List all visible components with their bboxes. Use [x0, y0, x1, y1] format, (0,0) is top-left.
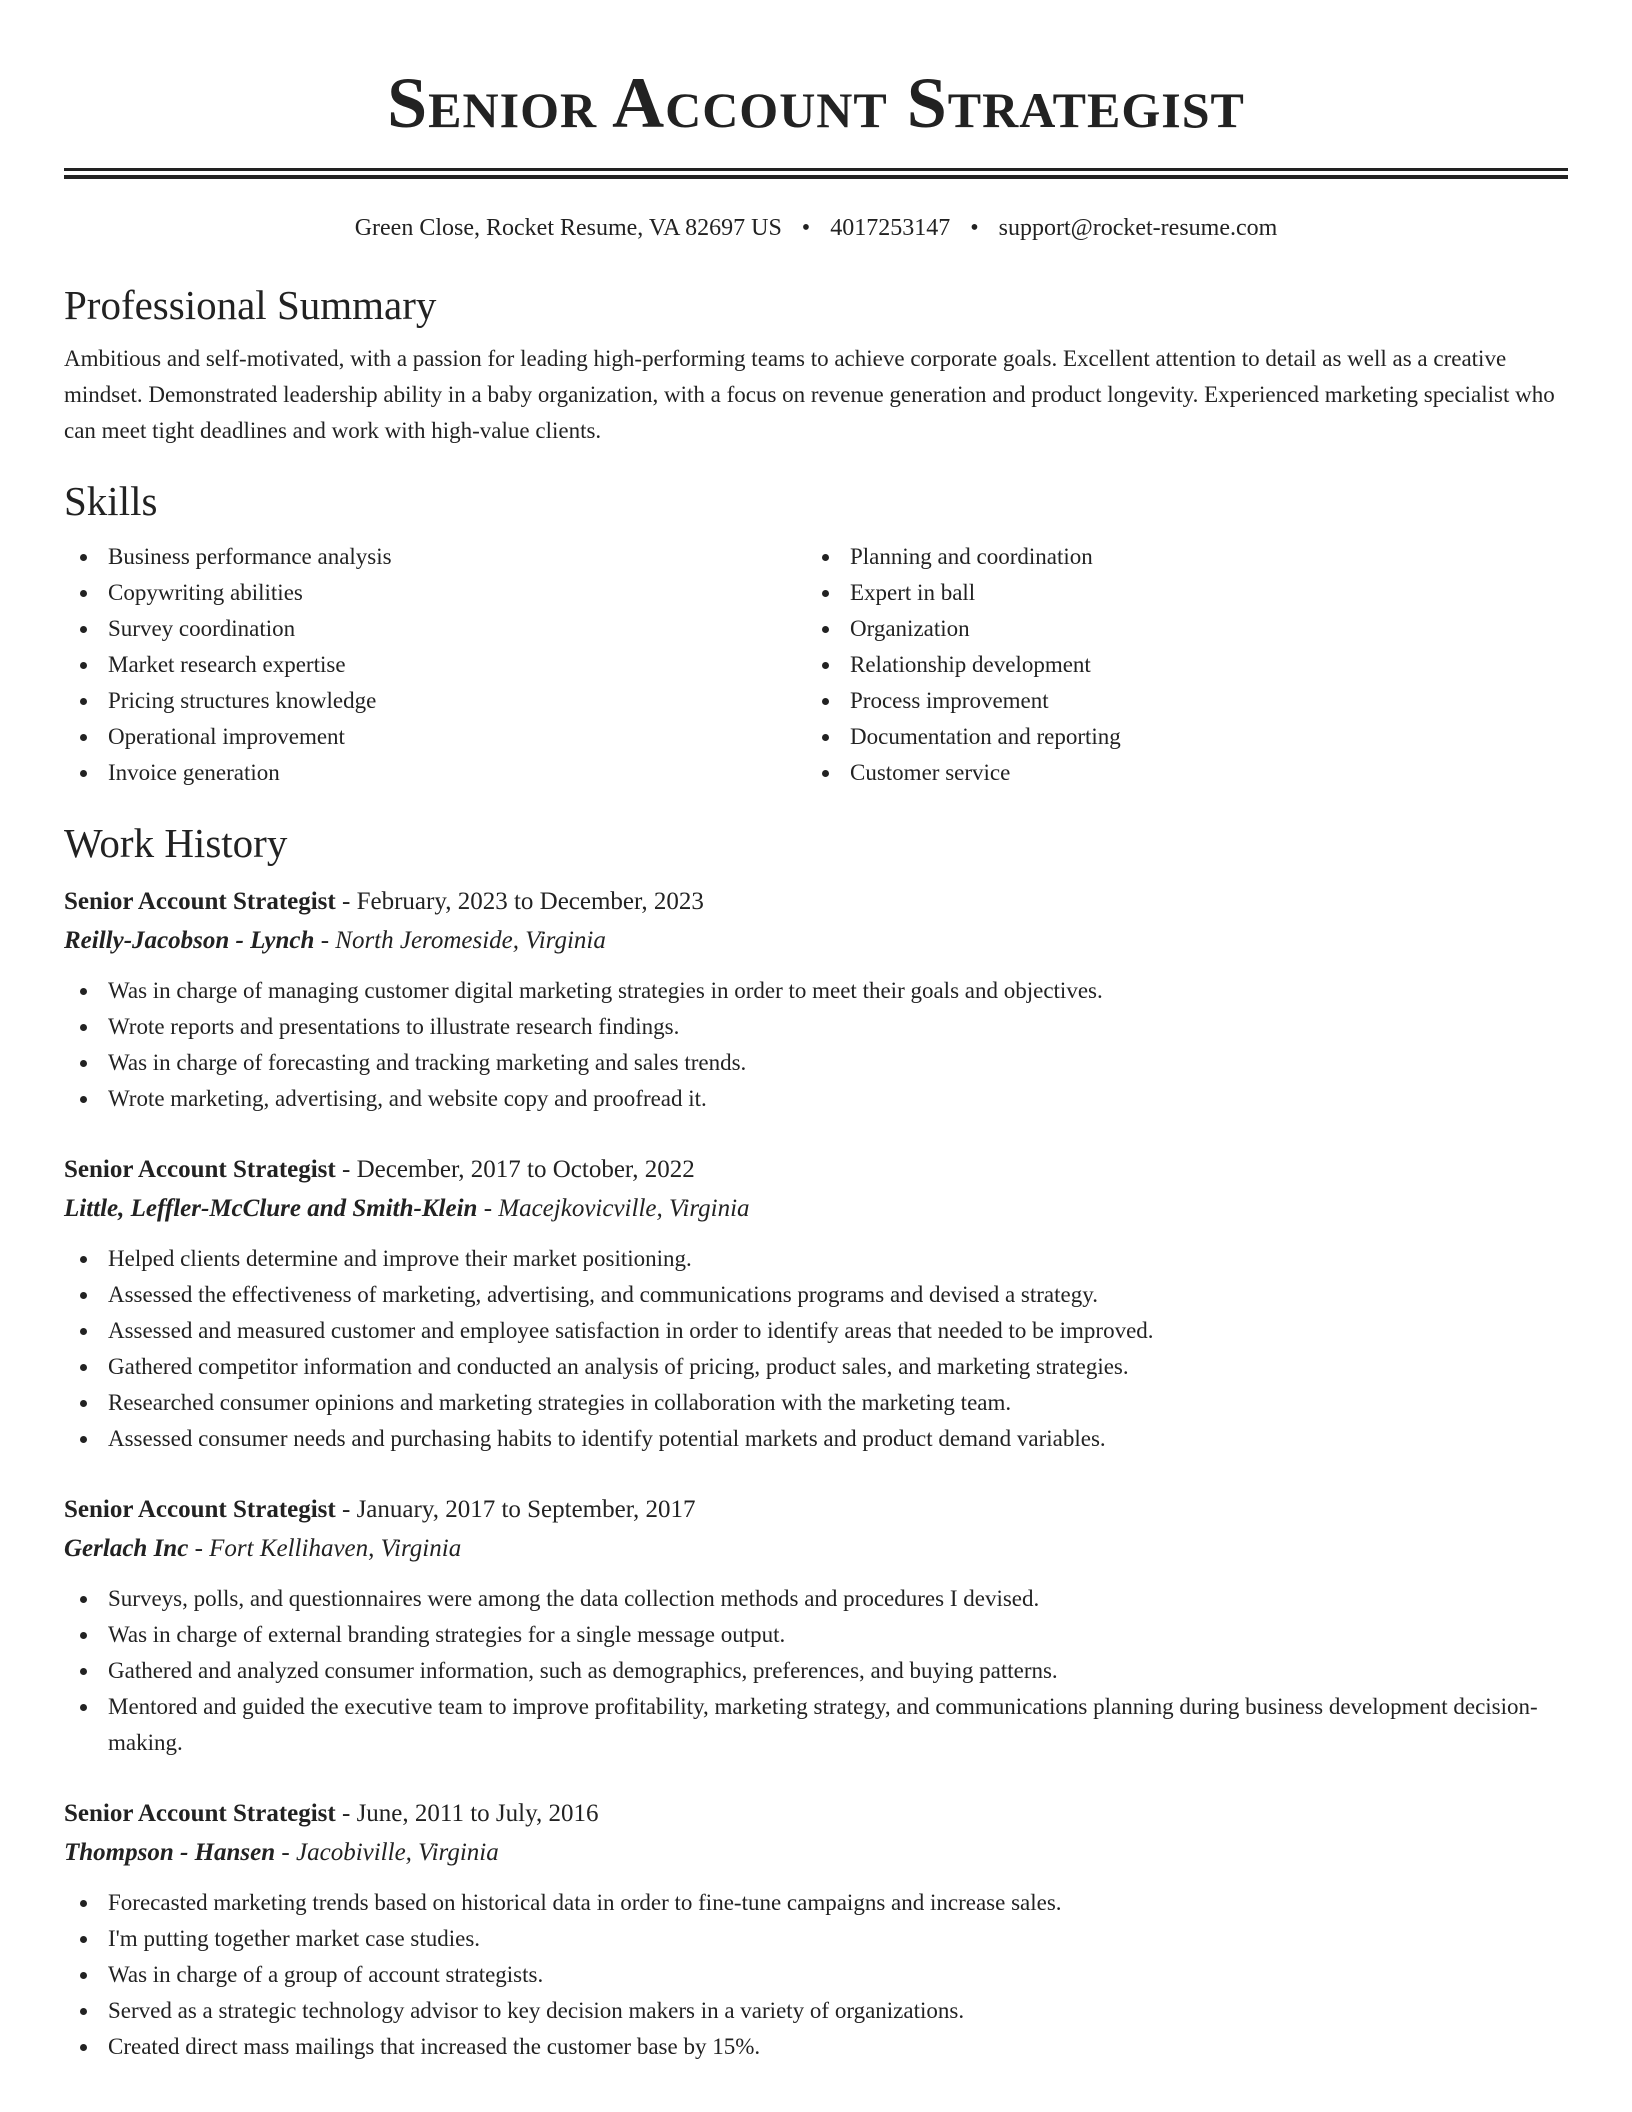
bullet-icon	[80, 988, 87, 995]
job-bullet	[64, 1421, 1568, 1457]
job-bullet-text: Gathered and analyzed consumer information, such as demographics, preferences, and buying patterns.	[108, 1658, 1058, 1683]
skill-label: Survey coordination	[108, 616, 296, 641]
skill-label: Documentation and reporting	[850, 724, 1121, 749]
job-bullet-text: Researched consumer opinions and marketing strategies in collaboration with the marketing team.	[108, 1390, 1012, 1415]
job-bullet-text: Surveys, polls, and questionnaires were among the data collection methods and procedures I devised.	[108, 1586, 1040, 1611]
job-bullet-text: Assessed the effectiveness of marketing, advertising, and communications programs and devised a strategy.	[108, 1282, 1098, 1307]
job-bullet-text: Created direct mass mailings that increased the customer base by 15%.	[108, 2034, 761, 2059]
job-company: Gerlach Inc	[64, 1535, 189, 1562]
skill-item	[806, 575, 1548, 611]
resume-page	[64, 0, 1568, 2065]
job-bullet-text: Wrote marketing, advertising, and website copy and proofread it.	[108, 1086, 707, 1111]
bullet-icon	[80, 1972, 87, 1979]
job-title-line	[64, 883, 1568, 921]
skill-label: Process improvement	[850, 688, 1049, 713]
job-company-line	[64, 921, 1568, 961]
bullet-icon	[822, 554, 829, 561]
job-bullet	[64, 1385, 1568, 1421]
job-location: - Macejkovicville, Virginia	[477, 1195, 750, 1222]
bullet-icon	[80, 1632, 87, 1639]
skill-item	[64, 575, 806, 611]
job-bullet	[64, 1349, 1568, 1385]
job-bullet-list	[64, 1581, 1568, 1761]
job-bullet-text: Was in charge of external branding strategies for a single message output.	[108, 1622, 786, 1647]
contact-phone: 4017253147	[830, 215, 951, 241]
skill-label: Invoice generation	[108, 760, 280, 785]
skill-label: Relationship development	[850, 652, 1091, 677]
resume-name: Senior Account Strategist	[387, 63, 1245, 143]
skill-item	[64, 683, 806, 719]
job-location: - Jacobiville, Virginia	[275, 1839, 499, 1866]
job-bullet-list	[64, 973, 1568, 1117]
job-bullet	[64, 973, 1568, 1009]
skills-column-left	[64, 539, 806, 791]
job-bullet-list	[64, 1885, 1568, 2065]
job-bullet-text: Assessed and measured customer and employee satisfaction in order to identify areas that needed to be improved.	[108, 1318, 1154, 1343]
bullet-icon	[80, 1400, 87, 1407]
contact-address: Green Close, Rocket Resume, VA 82697 US	[354, 215, 782, 241]
summary-text: Ambitious and self-motivated, with a passion for leading high-performing teams to achieve corporate goals. Excellent attention to detail as well as a creative mindset. Demonstrated leadership ability in a baby organization, with a focus on revenue generation and product longevity. Experienced marketing specialist who can meet tight deadlines and work with high-value clients.	[64, 346, 1555, 443]
job-bullet	[64, 1009, 1568, 1045]
skill-item	[806, 611, 1548, 647]
bullet-icon	[80, 1704, 87, 1711]
work-history-list	[64, 883, 1568, 2065]
bullet-icon	[80, 1936, 87, 1943]
job-dates: - January, 2017 to September, 2017	[335, 1496, 696, 1523]
skill-label: Copywriting abilities	[108, 580, 303, 605]
bullet-icon	[80, 1292, 87, 1299]
skill-label: Expert in ball	[850, 580, 976, 605]
bullet-icon	[80, 698, 87, 705]
bullet-icon	[80, 1024, 87, 1031]
job-bullet-list	[64, 1241, 1568, 1457]
job-bullet-text: Was in charge of forecasting and tracking marketing and sales trends.	[108, 1050, 747, 1075]
job-dates: - February, 2023 to December, 2023	[335, 888, 704, 915]
job-company: Little, Leffler-McClure and Smith-Klein	[64, 1195, 478, 1222]
job-entry	[64, 1151, 1568, 1457]
bullet-icon	[80, 1096, 87, 1103]
job-company-line	[64, 1529, 1568, 1569]
contact-separator: •	[970, 215, 979, 241]
skills-column-right	[806, 539, 1548, 791]
job-dates: - June, 2011 to July, 2016	[335, 1800, 599, 1827]
skill-item	[64, 647, 806, 683]
bullet-icon	[822, 770, 829, 777]
job-company: Thompson - Hansen	[64, 1839, 276, 1866]
bullet-icon	[80, 626, 87, 633]
skill-item	[806, 683, 1548, 719]
job-title-line	[64, 1491, 1568, 1529]
bullet-icon	[80, 1328, 87, 1335]
skill-label: Organization	[850, 616, 970, 641]
job-bullet	[64, 1957, 1568, 1993]
job-bullet	[64, 1653, 1568, 1689]
bullet-icon	[80, 662, 87, 669]
job-bullet	[64, 2029, 1568, 2065]
job-bullet	[64, 1081, 1568, 1117]
job-bullet-text: Mentored and guided the executive team to improve profitability, marketing strategy, and communications planning during business development decision-making.	[108, 1694, 1538, 1755]
skill-item	[806, 539, 1548, 575]
contact-separator: •	[801, 215, 811, 241]
bullet-icon	[80, 1596, 87, 1603]
bullet-icon	[80, 1256, 87, 1263]
job-bullet-text: I'm putting together market case studies.	[108, 1926, 481, 1951]
bullet-icon	[822, 698, 829, 705]
job-company-line	[64, 1833, 1568, 1873]
skill-item	[806, 719, 1548, 755]
skill-label: Pricing structures knowledge	[108, 688, 377, 713]
skill-label: Customer service	[850, 760, 1011, 785]
bullet-icon	[80, 1364, 87, 1371]
job-bullet	[64, 1313, 1568, 1349]
job-bullet	[64, 1581, 1568, 1617]
job-bullet-text: Wrote reports and presentations to illustrate research findings.	[108, 1014, 680, 1039]
bullet-icon	[80, 590, 87, 597]
job-bullet-text: Was in charge of managing customer digital marketing strategies in order to meet their goals and objectives.	[108, 978, 1103, 1003]
bullet-icon	[80, 1900, 87, 1907]
job-location: - Fort Kellihaven, Virginia	[188, 1535, 462, 1562]
header-divider	[64, 168, 1568, 179]
skill-item	[806, 755, 1548, 791]
job-role: Senior Account Strategist	[64, 888, 336, 915]
bullet-icon	[80, 2044, 87, 2051]
bullet-icon	[822, 626, 829, 633]
bullet-icon	[80, 1436, 87, 1443]
job-entry	[64, 1491, 1568, 1761]
job-title-line	[64, 1151, 1568, 1189]
bullet-icon	[80, 1668, 87, 1675]
work-history-heading: Work History	[64, 820, 288, 866]
job-bullet	[64, 1885, 1568, 1921]
job-bullet	[64, 1993, 1568, 2029]
job-bullet	[64, 1045, 1568, 1081]
contact-email: support@rocket-resume.com	[998, 215, 1278, 241]
job-bullet	[64, 1617, 1568, 1653]
job-company: Reilly-Jacobson - Lynch	[64, 927, 315, 954]
job-bullet-text: Helped clients determine and improve their market positioning.	[108, 1246, 692, 1271]
bullet-icon	[80, 1060, 87, 1067]
job-entry	[64, 883, 1568, 1117]
bullet-icon	[80, 2008, 87, 2015]
job-bullet-text: Gathered competitor information and conducted an analysis of pricing, product sales, and marketing strategies.	[108, 1354, 1129, 1379]
job-role: Senior Account Strategist	[64, 1156, 336, 1183]
skill-label: Business performance analysis	[108, 544, 392, 569]
job-role: Senior Account Strategist	[64, 1496, 336, 1523]
bullet-icon	[822, 734, 829, 741]
bullet-icon	[822, 590, 829, 597]
job-role: Senior Account Strategist	[64, 1800, 336, 1827]
job-bullet-text: Forecasted marketing trends based on historical data in order to fine-tune campaigns and increase sales.	[108, 1890, 1062, 1915]
skill-label: Market research expertise	[108, 652, 346, 677]
summary-heading: Professional Summary	[64, 282, 437, 328]
job-bullet-text: Was in charge of a group of account strategists.	[108, 1962, 544, 1987]
job-bullet	[64, 1689, 1568, 1761]
contact-line	[64, 213, 1568, 243]
job-dates: - December, 2017 to October, 2022	[335, 1156, 695, 1183]
job-bullet-text: Assessed consumer needs and purchasing habits to identify potential markets and product demand variables.	[108, 1426, 1106, 1451]
bullet-icon	[80, 770, 87, 777]
bullet-icon	[80, 554, 87, 561]
bullet-icon	[822, 662, 829, 669]
job-title-line	[64, 1795, 1568, 1833]
bullet-icon	[80, 734, 87, 741]
job-entry	[64, 1795, 1568, 2065]
job-company-line	[64, 1189, 1568, 1229]
job-bullet	[64, 1277, 1568, 1313]
job-bullet	[64, 1241, 1568, 1277]
job-location: - North Jeromeside, Virginia	[314, 927, 606, 954]
skill-item	[64, 539, 806, 575]
skill-item	[64, 611, 806, 647]
skill-item	[806, 647, 1548, 683]
skill-item	[64, 755, 806, 791]
skills-grid	[64, 539, 1568, 791]
job-bullet-text: Served as a strategic technology advisor to key decision makers in a variety of organizations.	[108, 1998, 965, 2023]
skills-heading: Skills	[64, 478, 158, 524]
skill-label: Operational improvement	[108, 724, 345, 749]
job-bullet	[64, 1921, 1568, 1957]
skill-item	[64, 719, 806, 755]
skill-label: Planning and coordination	[850, 544, 1093, 569]
